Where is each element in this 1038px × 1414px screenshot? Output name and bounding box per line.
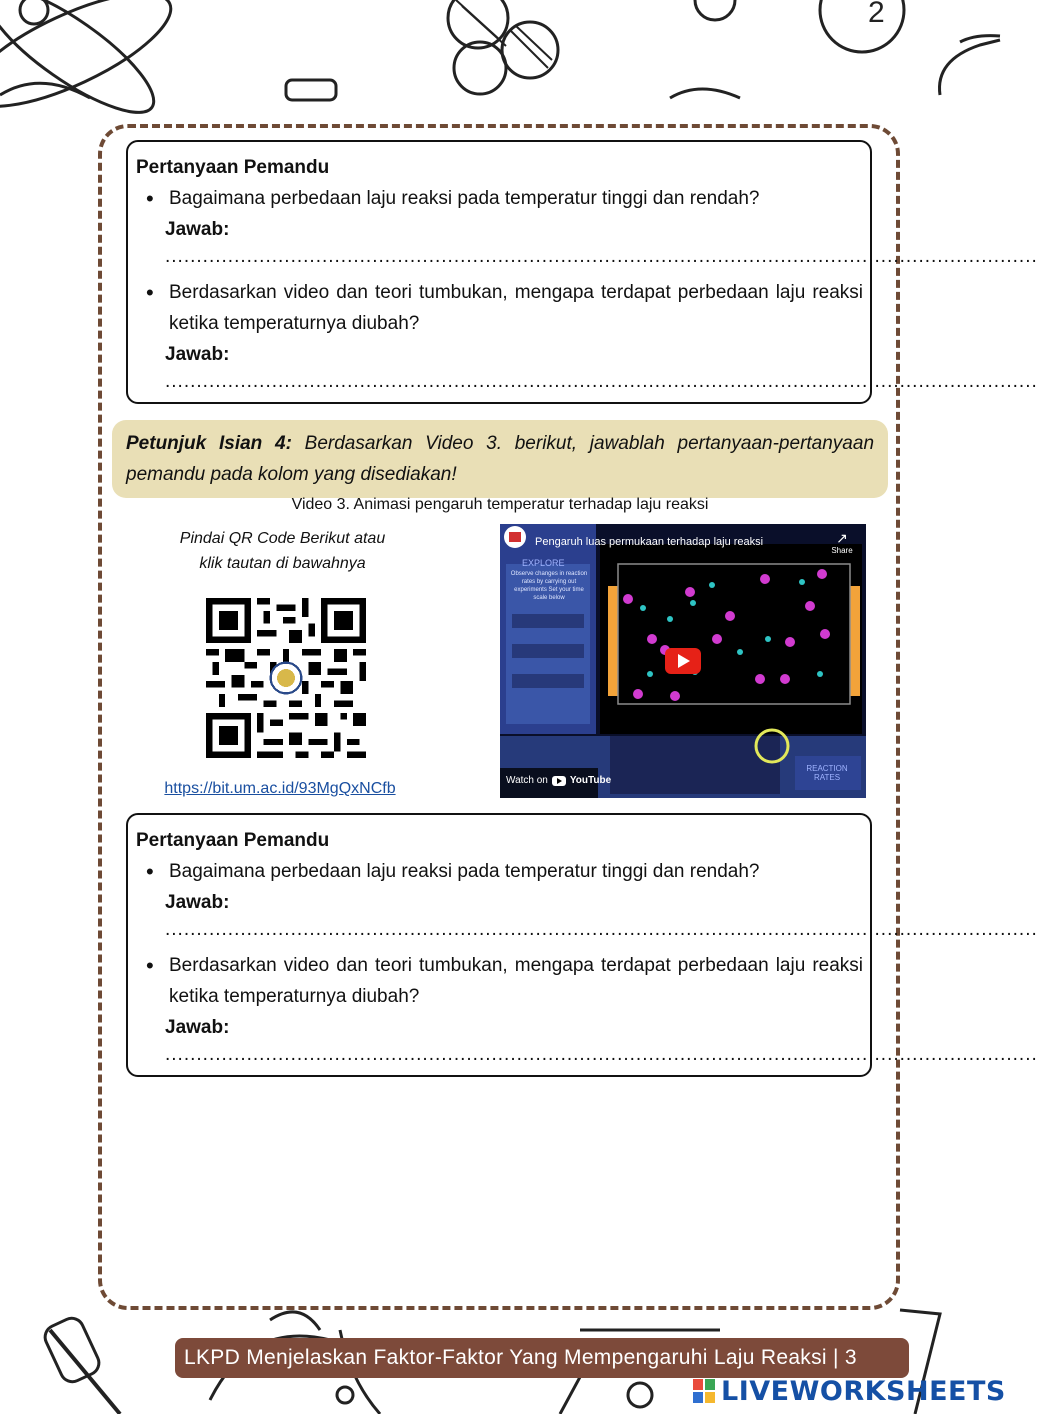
share-icon: ↗ [836,530,848,546]
qr-code[interactable] [206,598,366,758]
guiding-questions-box-2 [126,813,1038,1077]
answer-field-2[interactable]: ........................................................................................................................................... [165,1044,1038,1065]
question-2: • Berdasarkan video dan teori tumbukan, mengapa terdapat perbedaan laju reaksi ketika temperaturnya diubah? [136,277,863,339]
liveworksheets-wordmark: LIVEWORKSHEETS [721,1375,1006,1407]
guiding-questions-box-1 [126,140,1038,404]
answer-label-1: Jawab: [165,219,230,240]
youtube-icon [552,776,566,786]
video-title: Pengaruh luas permukaan terhadap laju reaksi [535,536,764,548]
youtube-label: YouTube [569,775,612,786]
question-1: • Bagaimana perbedaan laju reaksi pada temperatur tinggi dan rendah? [136,856,863,887]
question-1: • Bagaimana perbedaan laju reaksi pada temperatur tinggi dan rendah? [136,183,863,214]
answer-label-2: Jawab: [165,1017,230,1038]
qr-note [160,526,405,576]
share-button[interactable] [824,530,860,555]
video-player[interactable] [500,524,866,798]
guiding-questions-heading: Pertanyaan Pemandu [136,830,330,851]
instruction-banner [112,420,888,498]
answer-label-2: Jawab: [165,344,230,365]
explore-label: EXPLORE [522,558,565,568]
answer-label-1: Jawab: [165,892,230,913]
answer-field-1[interactable]: ........................................................................................................................................... [165,919,1038,940]
instruction-label: Petunjuk Isian 4: [126,433,292,454]
qr-note-line-2: klik tautan di bawahnya [199,555,366,572]
video-link[interactable]: https://bit.um.ac.id/93MgQxNCfb [164,780,396,797]
instruction-text: Berdasarkan Video 3. berikut, jawablah pertanyaan-pertanyaan pemandu pada kolom yang disediakan! [126,433,875,485]
watch-on-label: Watch on [506,775,548,786]
qr-note-line-1: Pindai QR Code Berikut atau [179,530,386,547]
footer-banner: LKPD Menjelaskan Faktor-Faktor Yang Mempengaruhi Laju Reaksi | 3 [175,1338,909,1378]
svg-text:2: 2 [868,0,885,29]
liveworksheets-logo[interactable] [693,1374,1006,1408]
liveworksheets-icon [693,1379,715,1403]
reaction-rates-label: REACTION RATES [806,764,848,782]
answer-field-2[interactable]: ........................................................................................................................................... [165,371,1038,392]
share-label: Share [831,546,853,555]
watch-on-youtube-button[interactable] [506,775,611,786]
answer-field-1[interactable]: ........................................................................................................................................... [165,246,1038,267]
question-2: • Berdasarkan video dan teori tumbukan, mengapa terdapat perbedaan laju reaksi ketika temperaturnya diubah? [136,950,863,1012]
panel-text: Observe changes in reaction rates by carrying out experiments Set your time scale below [510,571,588,601]
video-caption: Video 3. Animasi pengaruh temperatur terhadap laju reaksi [291,496,709,513]
guiding-questions-heading: Pertanyaan Pemandu [136,157,330,178]
